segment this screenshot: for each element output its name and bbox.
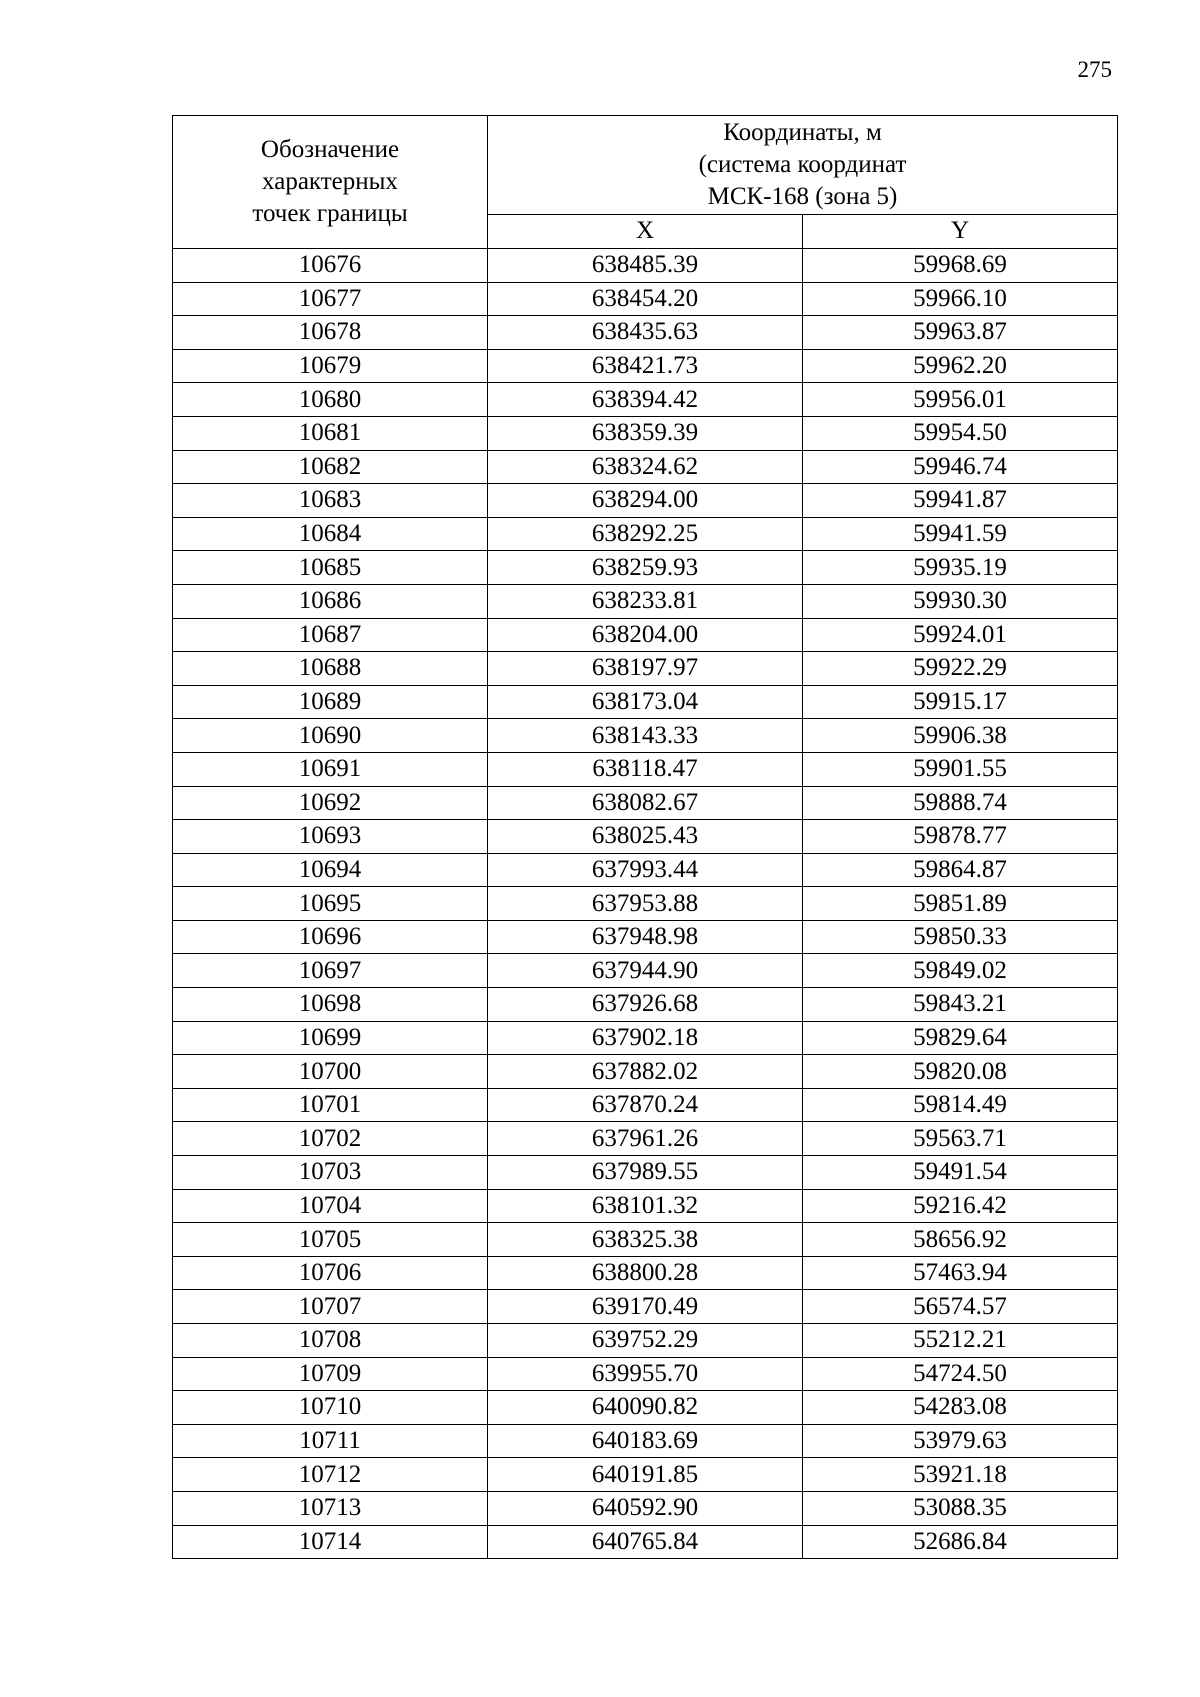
point-cell: 10700 — [173, 1055, 488, 1089]
y-cell: 59946.74 — [803, 450, 1118, 484]
y-cell: 59930.30 — [803, 584, 1118, 618]
point-cell: 10701 — [173, 1088, 488, 1122]
x-cell: 638394.42 — [488, 383, 803, 417]
x-cell: 638325.38 — [488, 1223, 803, 1257]
point-cell: 10680 — [173, 383, 488, 417]
point-cell: 10676 — [173, 249, 488, 283]
point-cell: 10688 — [173, 652, 488, 686]
point-cell: 10693 — [173, 820, 488, 854]
page-number: 275 — [1077, 57, 1112, 82]
y-cell: 59491.54 — [803, 1156, 1118, 1190]
coordinates-header-line: (система координат — [698, 150, 907, 178]
point-cell: 10689 — [173, 685, 488, 719]
x-cell: 640765.84 — [488, 1525, 803, 1559]
point-name-header — [173, 116, 488, 249]
point-cell: 10694 — [173, 853, 488, 887]
point-cell: 10703 — [173, 1156, 488, 1190]
x-column-header: X — [488, 214, 803, 248]
table-row — [173, 484, 1118, 518]
x-cell: 638025.43 — [488, 820, 803, 854]
y-cell: 59906.38 — [803, 719, 1118, 753]
x-cell: 637993.44 — [488, 853, 803, 887]
point-cell: 10710 — [173, 1391, 488, 1425]
x-cell: 640592.90 — [488, 1491, 803, 1525]
point-cell: 10696 — [173, 920, 488, 954]
x-cell: 637870.24 — [488, 1088, 803, 1122]
y-cell: 59956.01 — [803, 383, 1118, 417]
table-row — [173, 1256, 1118, 1290]
x-cell: 638421.73 — [488, 349, 803, 383]
y-cell: 53979.63 — [803, 1424, 1118, 1458]
y-cell: 59963.87 — [803, 316, 1118, 350]
table-row — [173, 786, 1118, 820]
table-row — [173, 988, 1118, 1022]
table-row — [173, 719, 1118, 753]
x-cell: 638082.67 — [488, 786, 803, 820]
y-cell: 54724.50 — [803, 1357, 1118, 1391]
x-cell: 638233.81 — [488, 584, 803, 618]
point-cell: 10685 — [173, 551, 488, 585]
coordinates-table — [172, 115, 1118, 1559]
x-cell: 639170.49 — [488, 1290, 803, 1324]
point-name-header-line: Обозначение — [260, 136, 400, 163]
y-cell: 56574.57 — [803, 1290, 1118, 1324]
y-cell: 59901.55 — [803, 752, 1118, 786]
coordinates-header-line: МСК-168 (зона 5) — [707, 182, 898, 210]
table-row — [173, 1021, 1118, 1055]
y-cell: 59849.02 — [803, 954, 1118, 988]
table-row — [173, 887, 1118, 921]
point-cell: 10697 — [173, 954, 488, 988]
y-cell: 59864.87 — [803, 853, 1118, 887]
x-cell: 640191.85 — [488, 1458, 803, 1492]
table-row — [173, 450, 1118, 484]
table-row — [173, 685, 1118, 719]
point-cell: 10681 — [173, 416, 488, 450]
point-cell: 10687 — [173, 618, 488, 652]
y-cell: 59966.10 — [803, 282, 1118, 316]
point-cell: 10691 — [173, 752, 488, 786]
table-row — [173, 1055, 1118, 1089]
table-row — [173, 853, 1118, 887]
table-row — [173, 1223, 1118, 1257]
point-name-header-line: точек границы — [252, 200, 408, 227]
y-cell: 59563.71 — [803, 1122, 1118, 1156]
x-cell: 638454.20 — [488, 282, 803, 316]
x-cell: 638359.39 — [488, 416, 803, 450]
x-cell: 638197.97 — [488, 652, 803, 686]
y-cell: 54283.08 — [803, 1391, 1118, 1425]
point-cell: 10699 — [173, 1021, 488, 1055]
table-row — [173, 1391, 1118, 1425]
x-cell: 637953.88 — [488, 887, 803, 921]
point-cell: 10711 — [173, 1424, 488, 1458]
x-cell: 638485.39 — [488, 249, 803, 283]
table-row — [173, 1088, 1118, 1122]
point-cell: 10679 — [173, 349, 488, 383]
x-cell: 640090.82 — [488, 1391, 803, 1425]
point-cell: 10702 — [173, 1122, 488, 1156]
x-cell: 638143.33 — [488, 719, 803, 753]
y-cell: 59878.77 — [803, 820, 1118, 854]
table-header — [173, 116, 1118, 249]
table-row — [173, 618, 1118, 652]
point-cell: 10709 — [173, 1357, 488, 1391]
x-cell: 637961.26 — [488, 1122, 803, 1156]
y-cell: 59941.87 — [803, 484, 1118, 518]
point-cell: 10714 — [173, 1525, 488, 1559]
point-cell: 10684 — [173, 517, 488, 551]
y-cell: 59829.64 — [803, 1021, 1118, 1055]
coordinates-header — [488, 116, 1118, 215]
table-row — [173, 416, 1118, 450]
y-cell: 52686.84 — [803, 1525, 1118, 1559]
y-cell: 58656.92 — [803, 1223, 1118, 1257]
y-cell: 59814.49 — [803, 1088, 1118, 1122]
y-cell: 59962.20 — [803, 349, 1118, 383]
x-cell: 637948.98 — [488, 920, 803, 954]
x-cell: 637882.02 — [488, 1055, 803, 1089]
x-cell: 637926.68 — [488, 988, 803, 1022]
y-cell: 59941.59 — [803, 517, 1118, 551]
x-cell: 638259.93 — [488, 551, 803, 585]
table-row — [173, 652, 1118, 686]
y-cell: 53921.18 — [803, 1458, 1118, 1492]
x-cell: 637902.18 — [488, 1021, 803, 1055]
x-cell: 638800.28 — [488, 1256, 803, 1290]
point-cell: 10713 — [173, 1491, 488, 1525]
table-row — [173, 1156, 1118, 1190]
point-cell: 10695 — [173, 887, 488, 921]
y-cell: 59888.74 — [803, 786, 1118, 820]
x-cell: 637944.90 — [488, 954, 803, 988]
table-row — [173, 584, 1118, 618]
x-cell: 639955.70 — [488, 1357, 803, 1391]
point-cell: 10690 — [173, 719, 488, 753]
table-row — [173, 920, 1118, 954]
y-column-header: Y — [803, 214, 1118, 248]
point-name-header-line: характерных — [262, 168, 398, 195]
table-row — [173, 383, 1118, 417]
y-cell: 59922.29 — [803, 652, 1118, 686]
table-row — [173, 349, 1118, 383]
point-cell: 10692 — [173, 786, 488, 820]
x-cell: 638118.47 — [488, 752, 803, 786]
point-cell: 10707 — [173, 1290, 488, 1324]
table-row — [173, 1424, 1118, 1458]
x-cell: 638324.62 — [488, 450, 803, 484]
table-row — [173, 752, 1118, 786]
table-row — [173, 249, 1118, 283]
y-cell: 59954.50 — [803, 416, 1118, 450]
point-cell: 10683 — [173, 484, 488, 518]
y-cell: 59915.17 — [803, 685, 1118, 719]
point-cell: 10705 — [173, 1223, 488, 1257]
y-cell: 53088.35 — [803, 1491, 1118, 1525]
point-cell: 10678 — [173, 316, 488, 350]
x-cell: 638292.25 — [488, 517, 803, 551]
point-cell: 10708 — [173, 1324, 488, 1358]
table-row — [173, 1525, 1118, 1559]
point-cell: 10706 — [173, 1256, 488, 1290]
y-cell: 55212.21 — [803, 1324, 1118, 1358]
table-row — [173, 1189, 1118, 1223]
table-row — [173, 316, 1118, 350]
table-row — [173, 517, 1118, 551]
y-cell: 59820.08 — [803, 1055, 1118, 1089]
table-row — [173, 1122, 1118, 1156]
point-cell: 10698 — [173, 988, 488, 1022]
point-cell: 10712 — [173, 1458, 488, 1492]
y-cell: 59935.19 — [803, 551, 1118, 585]
x-cell: 638173.04 — [488, 685, 803, 719]
y-cell: 59968.69 — [803, 249, 1118, 283]
x-cell: 638204.00 — [488, 618, 803, 652]
table-row — [173, 820, 1118, 854]
y-cell: 59924.01 — [803, 618, 1118, 652]
table-row — [173, 1290, 1118, 1324]
point-cell: 10686 — [173, 584, 488, 618]
y-cell: 59216.42 — [803, 1189, 1118, 1223]
table-body — [173, 249, 1118, 1559]
table-row — [173, 282, 1118, 316]
y-cell: 57463.94 — [803, 1256, 1118, 1290]
y-cell: 59850.33 — [803, 920, 1118, 954]
point-cell: 10677 — [173, 282, 488, 316]
y-cell: 59843.21 — [803, 988, 1118, 1022]
x-cell: 638294.00 — [488, 484, 803, 518]
table-row — [173, 1324, 1118, 1358]
table-row — [173, 551, 1118, 585]
x-cell: 640183.69 — [488, 1424, 803, 1458]
table-row — [173, 1491, 1118, 1525]
point-cell: 10682 — [173, 450, 488, 484]
table-row — [173, 954, 1118, 988]
x-cell: 638435.63 — [488, 316, 803, 350]
table-row — [173, 1458, 1118, 1492]
x-cell: 637989.55 — [488, 1156, 803, 1190]
x-cell: 638101.32 — [488, 1189, 803, 1223]
table-row — [173, 1357, 1118, 1391]
coordinates-header-line: Координаты, м — [723, 118, 882, 146]
y-cell: 59851.89 — [803, 887, 1118, 921]
point-cell: 10704 — [173, 1189, 488, 1223]
x-cell: 639752.29 — [488, 1324, 803, 1358]
